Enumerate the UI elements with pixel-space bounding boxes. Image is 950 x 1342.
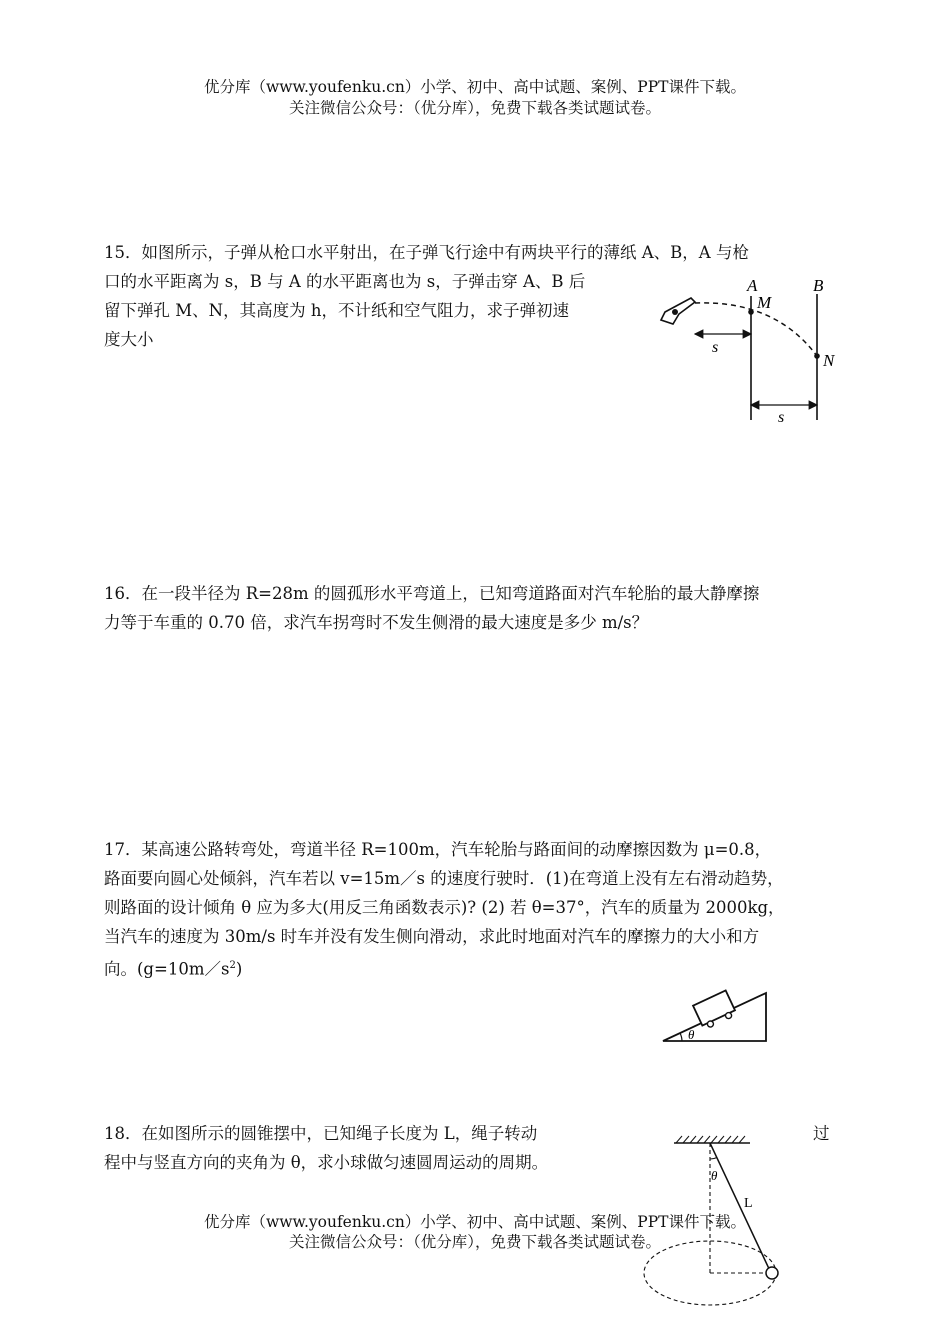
q17-line-5-prefix: 向。(g=10m／s <box>104 959 230 979</box>
ceiling-hatch <box>676 1136 745 1143</box>
q17-superscript: 2 <box>229 960 236 971</box>
label-n: N <box>823 351 835 370</box>
q16-line-1: 16．在一段半径为 R=28m 的圆孤形水平弯道上，已知弯道路面对汽车轮胎的最大静摩擦 <box>104 584 760 603</box>
label-s2: s <box>778 409 785 424</box>
q17-line-4: 当汽车的速度为 30m/s 时车并没有发生侧向滑动，求此时地面对汽车的摩擦力的大小和方 <box>104 927 760 946</box>
bullet-trajectory-figure <box>655 272 855 424</box>
q18-line-1a: 18．在如图所示的圆锥摆中，已知绳子长度为 L，绳子转动 <box>104 1124 538 1143</box>
footer-line-1: 优分库（www.youfenku.cn）小学、初中、高中试题、案例、PPT课件下载。 <box>203 1213 747 1231</box>
q17-line-2: 路面要向圆心处倾斜，汽车若以 v=15m／s 的速度行驶时．(1)在弯道上没有左右滑动趋势， <box>104 869 784 888</box>
angle-arc <box>680 1033 682 1041</box>
hole-n <box>814 353 820 359</box>
q15-line-3: 留下弹孔 M、N，其高度为 h，不计纸和空气阻力，求子弹初速 <box>104 301 569 320</box>
gun-icon <box>661 298 695 324</box>
footer-line-2: 关注微信公众号：（优分库），免费下载各类试题试卷。 <box>288 1233 661 1251</box>
string-line <box>710 1143 771 1273</box>
q18-line-1b: 过 <box>813 1124 830 1143</box>
angle-arc <box>710 1158 717 1160</box>
q18-line-2: 程中与竖直方向的夹角为 θ，求小球做匀速圆周运动的周期。 <box>104 1153 549 1172</box>
q17-line-1: 17．某高速公路转弯处，弯道半径 R=100m，汽车轮胎与路面间的动摩擦因数为 μ=0.8， <box>104 840 772 859</box>
banked-road-figure <box>658 982 773 1044</box>
label-m: M <box>757 293 772 312</box>
q15-line-4: 度大小 <box>104 330 154 349</box>
q15-line-1: 15．如图所示，子弹从枪口水平射出，在子弹飞行途中有两块平行的薄纸 A、B，A 与枪 <box>104 243 749 262</box>
q16-line-2: 力等于车重的 0.70 倍，求汽车拐弯时不发生侧滑的最大速度是多少 m/s？ <box>104 613 649 632</box>
label-b: B <box>813 276 824 295</box>
q15-line-2: 口的水平距离为 s，B 与 A 的水平距离也为 s，子弹击穿 A、B 后 <box>104 272 586 291</box>
label-s1: s <box>712 339 719 356</box>
label-theta: θ <box>711 1168 718 1183</box>
ball <box>766 1267 778 1279</box>
label-a: A <box>747 276 758 295</box>
q17-line-5-suffix: ) <box>235 959 243 979</box>
q17-line-3: 则路面的设计倾角 θ 应为多大(用反三角函数表示)? (2) 若 θ=37°，汽车的质量为 2000kg， <box>104 898 785 917</box>
label-theta: θ <box>688 1027 695 1042</box>
header-line-1: 优分库（www.youfenku.cn）小学、初中、高中试题、案例、PPT课件下载。 <box>203 78 747 96</box>
label-l: L <box>744 1196 753 1211</box>
q17-line-5 <box>104 951 242 984</box>
header-line-2: 关注微信公众号：（优分库），免费下载各类试题试卷。 <box>288 99 661 117</box>
hole-m <box>748 309 754 315</box>
